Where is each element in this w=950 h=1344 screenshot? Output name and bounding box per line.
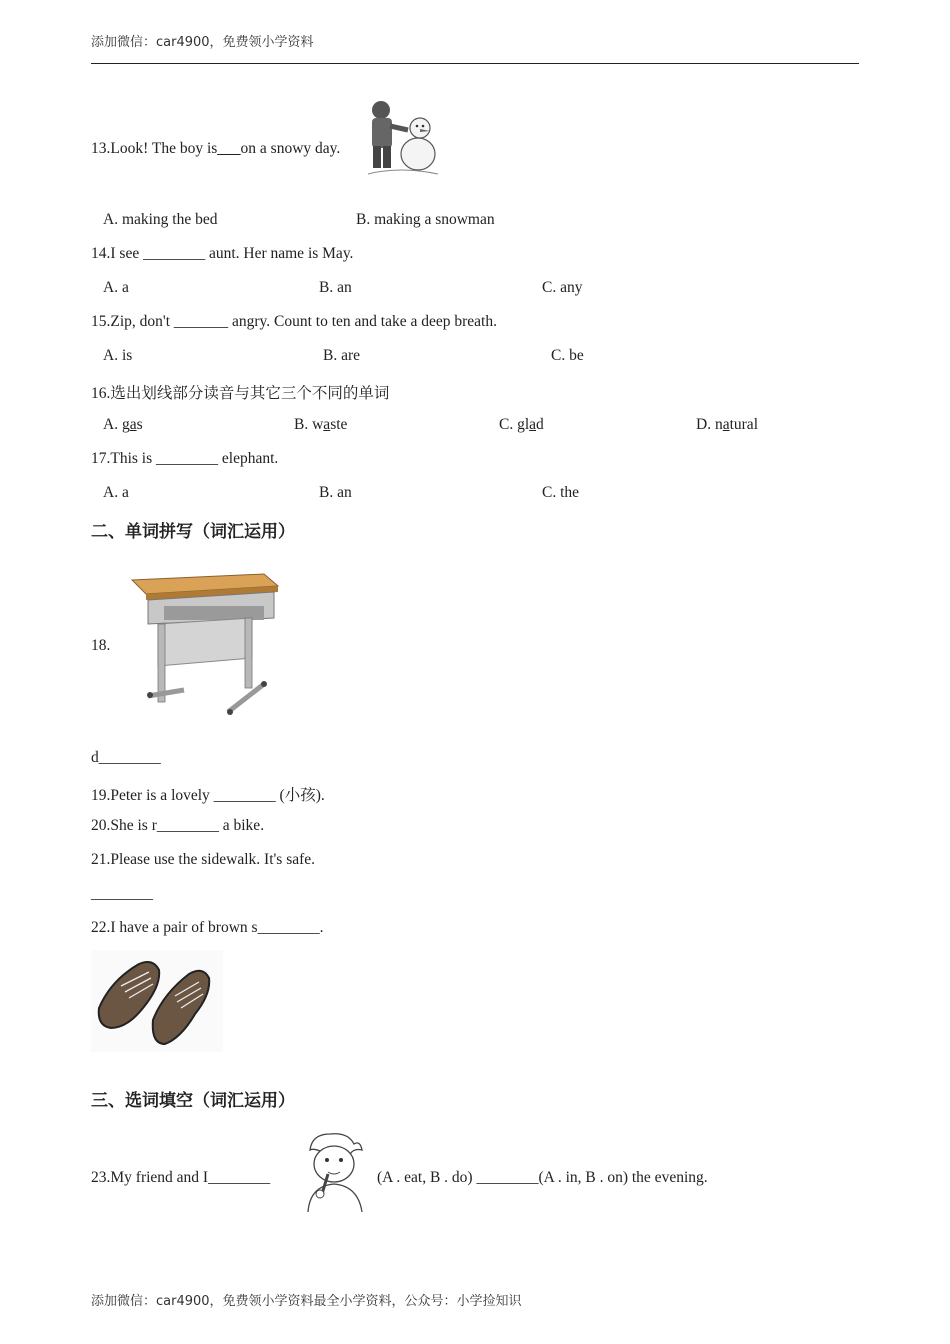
q17-option-b[interactable]: B. an: [319, 484, 352, 501]
q18-label: 18.: [91, 637, 111, 654]
q14-option-a[interactable]: A. a: [103, 279, 129, 296]
page-footer: 添加微信：car4900，免费领小学资料最全小学资料，公众号：小学捡知识: [91, 1294, 522, 1309]
q16-option-d[interactable]: [696, 416, 758, 434]
q14-option-b[interactable]: B. an: [319, 279, 352, 296]
q16-c-underlined: a: [529, 416, 537, 433]
question-23-prefix: 23.My friend and I________: [91, 1169, 271, 1186]
q16-a-pre: A. g: [103, 416, 130, 433]
q16-c-pre: C. gl: [499, 416, 530, 433]
q16-b-underlined: a: [323, 416, 331, 433]
q16-c-post: d: [536, 416, 544, 433]
question-20: 20.She is r________ a bike.: [91, 817, 265, 834]
q13-blank: ___: [217, 140, 241, 157]
question-14: 14.I see ________ aunt. Her name is May.: [91, 245, 354, 262]
desk-illustration: [124, 562, 284, 720]
question-22: 22.I have a pair of brown s________.: [91, 919, 324, 936]
q13-prefix: 13.Look! The boy is: [91, 140, 218, 157]
q15-option-c[interactable]: C. be: [551, 347, 584, 364]
q13-suffix: on a snowy day.: [240, 140, 341, 157]
section-2-title: 二、单词拼写（词汇运用）: [91, 522, 295, 542]
question-15: 15.Zip, don't _______ angry. Count to ten and take a deep breath.: [91, 313, 497, 330]
q16-option-a[interactable]: [103, 416, 143, 434]
q16-b-post: ste: [330, 416, 348, 433]
snowman-boy-illustration: [360, 96, 442, 178]
q13-option-a[interactable]: A. making the bed: [103, 211, 218, 228]
q16-d-pre: D. n: [696, 416, 723, 433]
q16-option-c[interactable]: [499, 416, 544, 434]
header-divider: [91, 63, 859, 64]
brown-shoes-illustration: [91, 950, 223, 1052]
question-17: 17.This is ________ elephant.: [91, 450, 279, 467]
question-23-suffix: (A . eat, B . do) ________(A . in, B . on) the evening.: [377, 1169, 708, 1186]
q15-option-b[interactable]: B. are: [323, 347, 361, 364]
q21-answer-line: ________: [91, 885, 153, 902]
q15-option-a[interactable]: A. is: [103, 347, 133, 364]
page-header: 添加微信：car4900，免费领小学资料: [91, 35, 314, 50]
q16-d-underlined: a: [722, 416, 730, 433]
q17-option-c[interactable]: C. the: [542, 484, 580, 501]
question-13: [91, 140, 340, 158]
boy-brushing-teeth-illustration: [296, 1128, 374, 1212]
question-19: 19.Peter is a lovely ________ (小孩).: [91, 787, 325, 804]
q17-option-a[interactable]: A. a: [103, 484, 129, 501]
section-3-title: 三、选词填空（词汇运用）: [91, 1091, 295, 1111]
q16-option-b[interactable]: [294, 416, 347, 434]
question-16: 16.选出划线部分读音与其它三个不同的单词: [91, 385, 390, 402]
q16-a-underlined: a: [129, 416, 137, 433]
q18-answer-line: d________: [91, 749, 161, 766]
question-21: 21.Please use the sidewalk. It's safe.: [91, 851, 316, 868]
q13-option-b[interactable]: B. making a snowman: [356, 211, 495, 228]
q16-b-pre: B. w: [294, 416, 324, 433]
q16-a-post: s: [136, 416, 143, 433]
q16-d-post: tural: [729, 416, 758, 433]
q14-option-c[interactable]: C. any: [542, 279, 583, 296]
